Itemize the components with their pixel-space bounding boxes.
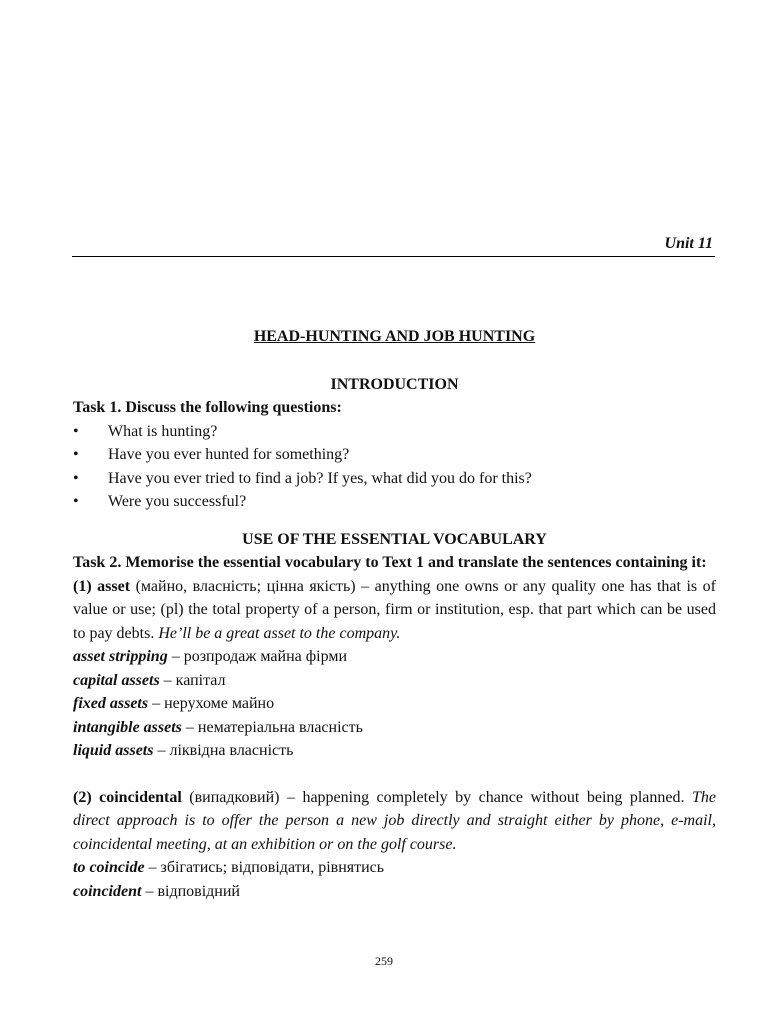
entry-example: He’ll be a great asset to the company. (158, 624, 401, 642)
question-text: What is hunting? (108, 422, 218, 440)
derivative-line (73, 716, 716, 740)
derivative-line (73, 645, 716, 669)
derivative-term: liquid assets (73, 742, 154, 759)
question-text: Have you ever hunted for something? (108, 446, 350, 463)
derivative-term: capital assets (73, 671, 160, 689)
task-1-label: Task 1. Discuss the following questions: (73, 399, 342, 416)
page-number: 259 (375, 954, 393, 968)
task-2-label: Task 2. Memorise the essential vocabulary to Text 1 and translate the sentences containing it: (73, 554, 707, 571)
list-item (73, 443, 716, 467)
vocab-entry-coincidental (73, 786, 716, 857)
spacer (73, 763, 716, 786)
header-divider (72, 256, 715, 257)
derivative-line (73, 692, 716, 716)
entry-example: The direct approach is to offer the person a new job directly and straight either by phone, e-mail, coincidental meeting, at an exhibition or on the golf course. (73, 788, 716, 853)
derivative-line (73, 880, 716, 904)
entry-definition: (майно, власність; цінна якість) – anything one owns or any quality one has that is of value or use; (pl) the total property of a person, firm or institution, esp. that part which can be used to pay debts. (73, 577, 716, 642)
spacer (73, 514, 716, 528)
introduction-heading: INTRODUCTION (330, 375, 459, 393)
derivative-line (73, 739, 716, 763)
derivative-term: fixed assets (73, 695, 149, 712)
entry-term: (1) asset (73, 577, 131, 595)
question-text: Have you ever tried to find a job? If yes, what did you do for this? (108, 469, 532, 487)
derivative-translation: – ліквідна власність (153, 742, 294, 759)
bullet-icon: • (73, 446, 79, 463)
derivative-translation: – відповідний (141, 882, 240, 900)
derivative-line (73, 669, 716, 693)
vocab-entry-asset (73, 575, 716, 646)
derivative-translation: – нерухоме майно (148, 695, 275, 712)
derivative-term: to coincide (73, 859, 145, 876)
list-item (73, 420, 716, 444)
vocabulary-heading: USE OF THE ESSENTIAL VOCABULARY (242, 530, 547, 548)
derivative-term: coincident (73, 882, 142, 900)
derivative-line (73, 856, 716, 880)
bullet-icon: • (73, 422, 79, 440)
bullet-icon: • (73, 469, 79, 487)
bullet-icon: • (73, 493, 79, 510)
question-text: Were you successful? (108, 493, 247, 510)
derivative-translation: – збігатись; відповідати, рівнятись (144, 859, 385, 876)
page-content (73, 325, 716, 903)
list-item (73, 467, 716, 491)
questions-list (73, 420, 716, 514)
entry-term: (2) coincidental (73, 788, 182, 806)
derivative-term: intangible assets (73, 718, 182, 736)
derivative-translation: – розпродаж майна фірми (167, 648, 348, 665)
derivative-translation: – капітал (159, 671, 226, 689)
unit-label: Unit 11 (664, 235, 713, 252)
list-item (73, 490, 716, 514)
derivative-term: asset stripping (73, 648, 168, 665)
entry-definition: (випадковий) – happening completely by chance without being planned. (181, 788, 692, 806)
page-title: HEAD-HUNTING AND JOB HUNTING (253, 328, 536, 345)
derivative-translation: – нематеріальна власність (181, 718, 363, 736)
